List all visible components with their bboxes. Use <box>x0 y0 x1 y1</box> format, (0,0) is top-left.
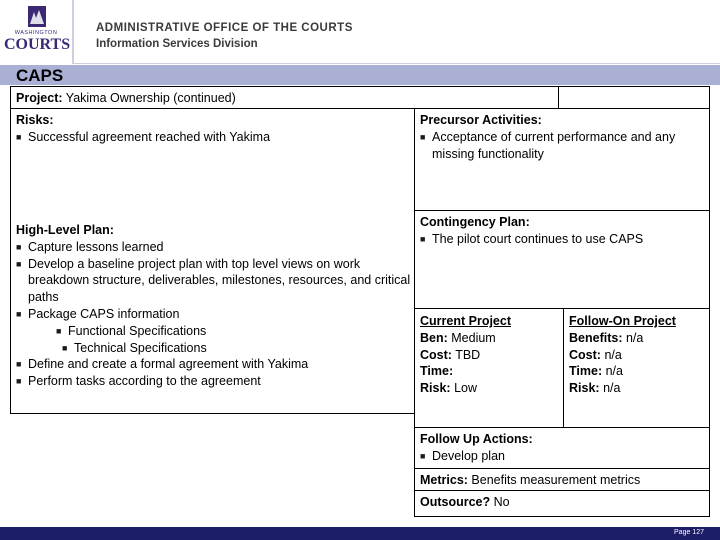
list-sub-item <box>16 323 411 340</box>
risk-label: Risk: <box>569 381 600 396</box>
follow-on-project-cell <box>563 308 710 428</box>
plan-item: Capture lessons learned <box>28 239 164 254</box>
list-item <box>420 129 704 163</box>
follow-on-time <box>569 363 704 380</box>
metrics-cell <box>414 468 710 491</box>
plan-item: Define and create a formal agreement with Yakima <box>28 357 309 372</box>
risks-cell <box>10 108 415 414</box>
contingency-item: The pilot court continues to use CAPS <box>432 231 644 246</box>
follow-on-benefits <box>569 330 704 347</box>
precursor-item: Acceptance of current performance and any missing functionality <box>432 129 676 161</box>
outsource-value: No <box>493 495 510 509</box>
time-label: Time: <box>569 364 603 379</box>
bullet-icon: ■ <box>56 325 62 336</box>
bullet-icon: ■ <box>16 131 22 142</box>
bullet-icon: ■ <box>62 342 68 353</box>
header <box>0 0 720 64</box>
plan-sub-item: Technical Specifications <box>74 340 207 355</box>
contingency-cell <box>414 210 710 309</box>
high-level-plan <box>16 222 411 390</box>
benefits-value: n/a <box>625 330 644 345</box>
footer-bar <box>0 527 720 540</box>
current-project-heading: Current Project <box>420 314 511 328</box>
list-item <box>16 373 411 390</box>
risk-item: Successful agreement reached with Yakima <box>28 129 271 144</box>
cost-label: Cost: <box>420 347 452 362</box>
risk-value: n/a <box>603 381 621 396</box>
header-bar <box>74 0 720 64</box>
cost-label: Cost: <box>569 347 601 362</box>
project-cell <box>10 86 559 109</box>
plan-item: Develop a baseline project plan with top level views on work breakdown structure, deliverables, milestones, resources, and critical paths <box>28 256 411 305</box>
header-subtitle: Information Services Division <box>96 38 258 50</box>
list-item <box>420 448 704 465</box>
bullet-icon: ■ <box>16 376 22 387</box>
bullet-icon: ■ <box>16 241 22 252</box>
list-item <box>16 306 411 323</box>
risk-label: Risk: <box>420 381 451 396</box>
follow-up-item: Develop plan <box>432 448 505 463</box>
plan-sub-item: Functional Specifications <box>68 323 207 338</box>
outsource-cell <box>414 490 710 517</box>
project-label: Project: <box>16 91 63 105</box>
ben-label: Ben: <box>420 330 448 345</box>
outsource-label: Outsource? <box>420 495 491 509</box>
follow-up-cell <box>414 427 710 469</box>
follow-on-heading: Follow-On Project <box>569 314 676 328</box>
metrics-label: Metrics: <box>420 473 468 487</box>
current-time <box>420 363 558 380</box>
project-value: Yakima Ownership (continued) <box>65 91 236 105</box>
title-band <box>0 65 720 85</box>
header-title: ADMINISTRATIVE OFFICE OF THE COURTS <box>96 22 353 34</box>
cost-value: n/a <box>604 347 622 362</box>
current-risk <box>420 380 558 397</box>
list-item <box>16 129 410 146</box>
ben-value: Medium <box>451 330 496 345</box>
current-project-cell <box>414 308 564 428</box>
current-ben <box>420 330 558 347</box>
risk-value: Low <box>454 381 477 396</box>
bullet-icon: ■ <box>420 131 426 142</box>
benefits-label: Benefits: <box>569 330 623 345</box>
bullet-icon: ■ <box>16 359 22 370</box>
logo-text-1: WASHINGTON <box>14 30 58 36</box>
time-label: Time: <box>420 364 454 379</box>
time-value: n/a <box>605 364 623 379</box>
list-item <box>16 239 411 256</box>
contingency-heading: Contingency Plan: <box>420 215 530 229</box>
bullet-icon: ■ <box>420 450 426 461</box>
page-title: CAPS <box>16 66 64 85</box>
precursor-heading: Precursor Activities: <box>420 113 542 127</box>
risks-heading: Risks: <box>16 113 54 127</box>
follow-on-risk <box>569 380 704 397</box>
follow-up-heading: Follow Up Actions: <box>420 432 533 446</box>
bullet-icon: ■ <box>420 233 426 244</box>
plan-item: Perform tasks according to the agreement <box>28 374 261 389</box>
follow-on-cost <box>569 347 704 364</box>
page-number: Page 127 <box>674 529 704 536</box>
plan-item: Package CAPS information <box>28 306 180 321</box>
list-item <box>420 231 704 248</box>
bullet-icon: ■ <box>16 308 22 319</box>
bullet-icon: ■ <box>16 258 22 269</box>
plan-heading: High-Level Plan: <box>16 223 114 237</box>
metrics-value: Benefits measurement metrics <box>471 473 641 487</box>
list-item <box>16 356 411 373</box>
current-cost <box>420 347 558 364</box>
list-item <box>16 256 411 306</box>
logo-text-2: COURTS <box>4 36 71 53</box>
project-empty-cell <box>558 86 710 109</box>
precursor-cell <box>414 108 710 211</box>
cost-value: TBD <box>455 347 481 362</box>
list-sub-item <box>16 340 411 357</box>
